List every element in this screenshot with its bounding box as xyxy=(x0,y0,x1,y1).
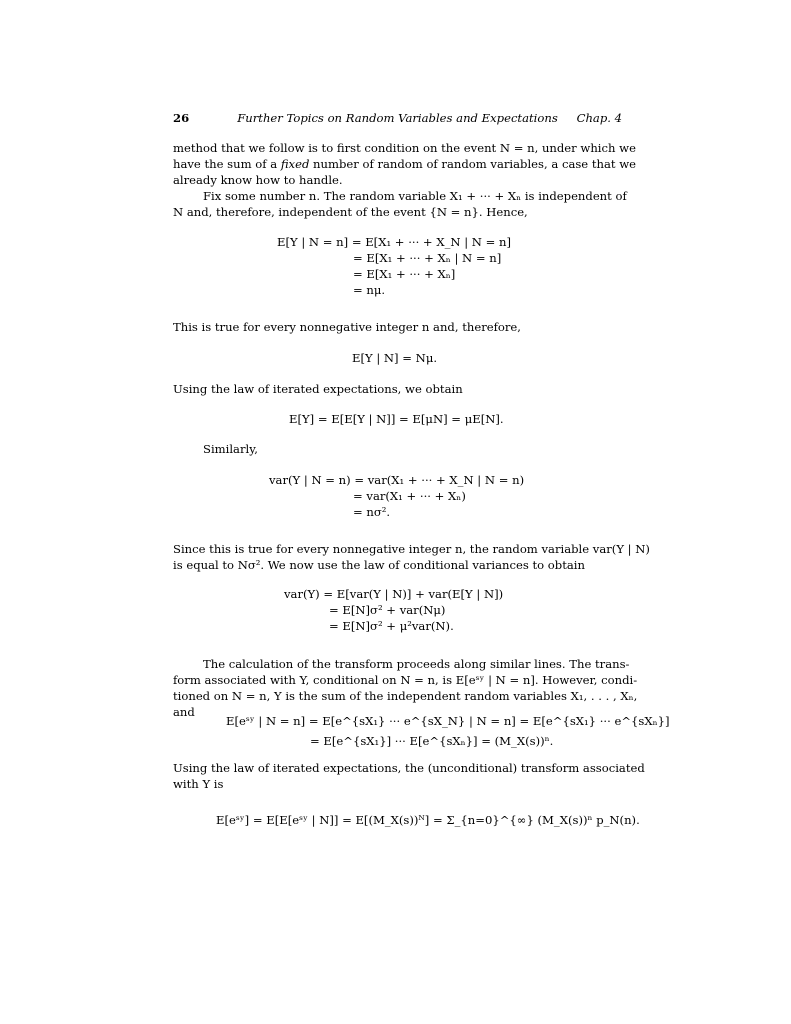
chapter-label: Chap. 4 xyxy=(576,111,622,125)
text-line: have the sum of a fixed number of random of random variables, a case that we xyxy=(173,157,637,171)
equation-row: = E[N]σ² + var(Nμ) xyxy=(329,603,446,617)
equation-row: = E[X₁ + ··· + Xₙ | N = n] xyxy=(353,251,502,265)
fix-paragraph xyxy=(173,188,627,220)
equation-total-variance xyxy=(284,586,503,634)
text-line: tioned on N = n, Y is the sum of the independent random variables X₁, . . . , Xₙ, xyxy=(173,689,638,703)
equation-unconditional-transform: E[eˢʸ] = E[E[eˢʸ | N]] = E[(M_X(s))ᴺ] = Σ_{n=0}^{∞} (M_X(s))ⁿ p_N(n). xyxy=(216,813,640,827)
equation-row: E[eˢʸ | N = n] = E[e^{sX₁} ··· e^{sX_N} | N = n] = E[e^{sX₁} ··· e^{sXₙ}] xyxy=(226,714,670,728)
running-head xyxy=(173,110,622,126)
transform-paragraph xyxy=(173,656,638,720)
text-line: and xyxy=(173,705,195,719)
text-line: The calculation of the transform proceeds along similar lines. The trans- xyxy=(203,657,630,671)
equation-total-expectation: E[Y] = E[E[Y | N]] = E[μN] = μE[N]. xyxy=(289,412,504,426)
text-line: Using the law of iterated expectations, we obtain xyxy=(173,382,463,396)
true-every-paragraph xyxy=(173,319,622,335)
page-number: 26 xyxy=(173,111,190,125)
similarly-paragraph xyxy=(173,441,622,457)
equation-row: var(Y | N = n) = var(X₁ + ··· + X_N | N = n) xyxy=(269,473,525,487)
text-line: Similarly, xyxy=(203,442,258,456)
equation-row: = nμ. xyxy=(353,283,386,297)
text-line: is equal to Nσ². We now use the law of conditional variances to obtain xyxy=(173,558,585,572)
running-title: Further Topics on Random Variables and Expectations xyxy=(237,111,558,125)
equation-row: E[Y | N = n] = E[X₁ + ··· + X_N | N = n] xyxy=(277,235,512,249)
unconditional-paragraph xyxy=(173,760,645,792)
equation-row: = nσ². xyxy=(353,505,391,519)
equation-row: = E[N]σ² + μ²var(N). xyxy=(329,619,454,633)
text-line: Fix some number n. The random variable X₁ + ··· + Xₙ is independent of xyxy=(203,189,627,203)
equation-conditional-transform xyxy=(226,713,670,749)
text-line: Using the law of iterated expectations, the (unconditional) transform associated xyxy=(173,761,645,775)
equation-conditional-expectation xyxy=(277,234,511,298)
equation-row: = E[X₁ + ··· + Xₙ] xyxy=(353,267,456,281)
text-line: method that we follow is to first condition on the event N = n, under which we xyxy=(173,141,636,155)
intro-paragraph xyxy=(173,140,637,188)
equation-conditional-variance xyxy=(269,472,524,520)
iterated-paragraph xyxy=(173,381,622,397)
since-paragraph xyxy=(173,541,650,573)
text-line: already know how to handle. xyxy=(173,173,343,187)
equation-row: = E[e^{sX₁}] ··· E[e^{sXₙ}] = (M_X(s))ⁿ. xyxy=(310,734,554,748)
text-line: form associated with Y, conditional on N = n, is E[eˢʸ | N = n]. However, condi- xyxy=(173,673,638,687)
equation-row: = var(X₁ + ··· + Xₙ) xyxy=(353,489,466,503)
text-line: This is true for every nonnegative integer n and, therefore, xyxy=(173,320,521,334)
equation-row: var(Y) = E[var(Y | N)] + var(E[Y | N]) xyxy=(284,587,504,601)
equation-conditional-given-N: E[Y | N] = Nμ. xyxy=(352,351,438,365)
text-line: with Y is xyxy=(173,777,224,791)
text-line: N and, therefore, independent of the event {N = n}. Hence, xyxy=(173,205,528,219)
text-line: Since this is true for every nonnegative integer n, the random variable var(Y | N) xyxy=(173,542,650,556)
